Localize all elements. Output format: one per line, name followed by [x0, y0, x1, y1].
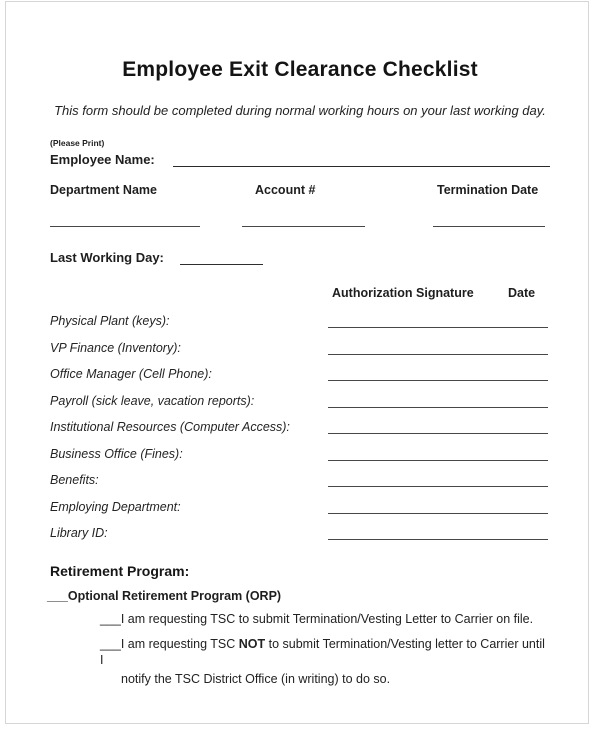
department-name-header: Department Name: [50, 183, 157, 197]
option1-text: I am requesting TSC to submit Termination/Vesting Letter to Carrier on file.: [120, 611, 534, 626]
employee-name-label: Employee Name:: [50, 152, 155, 167]
option2-text-pre: I am requesting TSC: [120, 636, 239, 651]
checklist-item-label: Business Office (Fines):: [50, 446, 183, 461]
checklist-item-label: Physical Plant (keys):: [50, 314, 170, 328]
last-working-day-label: Last Working Day:: [50, 250, 164, 265]
option2-line1: [100, 636, 550, 668]
form-page: [47, 0, 550, 687]
signature-date-blank: [328, 460, 548, 461]
employee-name-row: [50, 150, 550, 167]
last-working-day-row: [50, 248, 550, 265]
checklist-item-label: Benefits:: [50, 473, 99, 487]
signature-date-blank: [328, 380, 548, 381]
checklist-row-office-manager: [50, 362, 550, 389]
checklist-row-vp-finance: [50, 336, 550, 363]
department-name-blank: [50, 226, 200, 227]
date-header: Date: [508, 286, 536, 300]
signature-date-blank: [328, 354, 548, 355]
checklist-row-benefits: [50, 468, 550, 495]
option2-line2: notify the TSC District Office (in writing) to do so.: [121, 671, 391, 686]
orp-checkbox-blank: ___: [47, 588, 68, 603]
checklist-item-label: Library ID:: [50, 526, 108, 540]
checklist-row-employing-department: [50, 495, 550, 522]
form-instructions: This form should be completed during normal working hours on your last working day.: [54, 103, 546, 118]
signature-date-blank: [328, 407, 548, 408]
retirement-program-heading: Retirement Program:: [50, 562, 190, 579]
tsc-not-submit-option-row: [100, 636, 550, 687]
tsc-submit-option-row: [100, 611, 550, 627]
option2-checkbox-blank: ___: [100, 636, 121, 651]
checklist-item-label: Employing Department:: [50, 499, 181, 514]
last-working-day-blank: [180, 252, 263, 265]
checklist-row-payroll: [50, 389, 550, 416]
signature-date-blank: [328, 327, 548, 328]
checklist-item-label: Office Manager (Cell Phone):: [50, 367, 212, 381]
please-print-note: (Please Print): [50, 138, 105, 148]
option2-text-post: to submit Termination/Vesting letter to Carrier until I: [100, 636, 545, 667]
checklist-item-label: Payroll (sick leave, vacation reports):: [50, 393, 255, 408]
orp-option-row: [47, 589, 550, 603]
checklist-row-institutional-resources: [50, 415, 550, 442]
info-columns: [50, 183, 550, 231]
checklist-item-label: Institutional Resources (Computer Access):: [50, 420, 290, 434]
signature-table-header: [50, 286, 550, 302]
option1-checkbox-blank: ___: [100, 611, 121, 626]
account-number-header: Account #: [255, 183, 316, 197]
form-title: Employee Exit Clearance Checklist: [122, 58, 478, 81]
checklist-row-physical-plant: [50, 309, 550, 336]
signature-date-blank: [328, 539, 548, 540]
orp-option-label: Optional Retirement Program (ORP): [67, 588, 282, 603]
checklist-row-library-id: [50, 521, 550, 548]
employee-name-blank: [173, 154, 550, 167]
account-number-blank: [242, 226, 365, 227]
authorization-signature-header: Authorization Signature: [332, 286, 474, 300]
option2-text-not: NOT: [238, 636, 266, 651]
termination-date-blank: [433, 226, 545, 227]
signature-date-blank: [328, 486, 548, 487]
signature-date-blank: [328, 433, 548, 434]
signature-date-blank: [328, 513, 548, 514]
checklist-row-business-office: [50, 442, 550, 469]
checklist-item-label: VP Finance (Inventory):: [50, 340, 181, 355]
termination-date-header: Termination Date: [437, 183, 539, 197]
clearance-checklist: [50, 309, 550, 548]
